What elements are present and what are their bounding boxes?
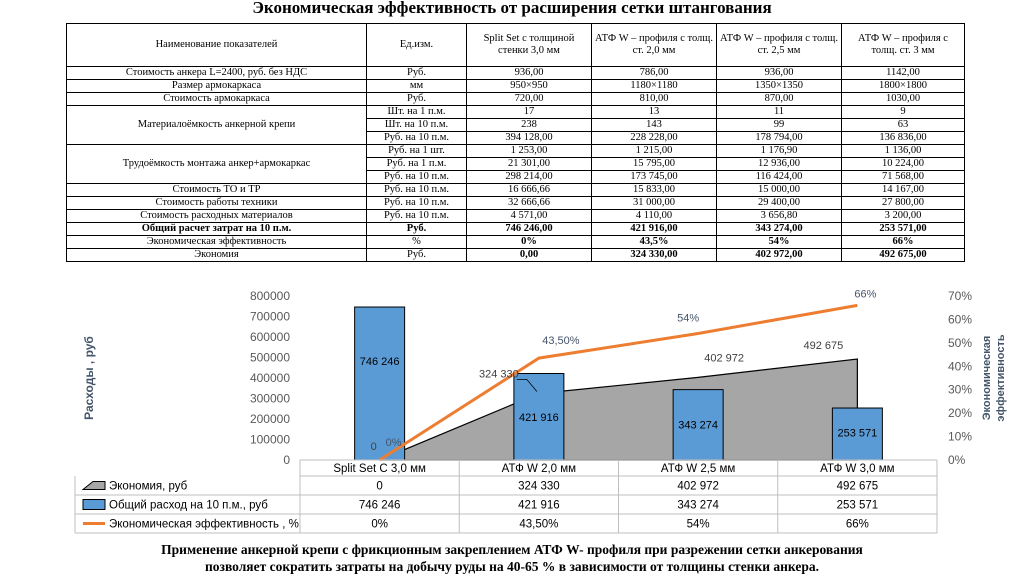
value-cell: 1350×1350	[717, 80, 842, 93]
value-cell: 116 424,00	[717, 171, 842, 184]
combo-chart	[0, 284, 1024, 540]
value-cell: 136 836,00	[842, 132, 965, 145]
value-cell: 1180×1180	[592, 80, 717, 93]
value-cell: 746 246,00	[467, 223, 592, 236]
value-cell: 950×950	[467, 80, 592, 93]
table-value: 746 246	[358, 499, 401, 512]
value-cell: 3 200,00	[842, 210, 965, 223]
x-tick-label: АТФ W 2,5 мм	[660, 463, 736, 475]
legend-label: Экономическая эффективность , %	[109, 518, 299, 531]
row-label: Общий расчет затрат на 10 п.м.	[67, 223, 367, 236]
table-header-cell: АТФ W – профиля с толщ. ст. 2,5 мм	[717, 24, 842, 67]
y-tick-label: 200000	[249, 412, 290, 426]
cost-table	[66, 23, 965, 262]
table-value: 54%	[686, 518, 710, 531]
footer-note	[0, 541, 1024, 575]
y2-tick-label: 50%	[948, 335, 973, 350]
value-cell: 253 571,00	[842, 223, 965, 236]
value-cell: 394 128,00	[467, 132, 592, 145]
table-header-cell: АТФ W – профиля с толщ. ст. 2,0 мм	[592, 24, 717, 67]
row-label: Экономическая эффективность	[67, 236, 367, 249]
table-row	[67, 223, 965, 236]
unit-cell: Руб.	[367, 93, 467, 106]
value-cell: 870,00	[717, 93, 842, 106]
table-value: 0%	[371, 518, 388, 531]
y2-tick-label: 0%	[948, 453, 966, 467]
x-tick-label: Split Set С 3,0 мм	[333, 463, 426, 475]
value-cell: 15 000,00	[717, 184, 842, 197]
value-cell: 4 110,00	[592, 210, 717, 223]
y-tick-label: 300000	[249, 391, 290, 406]
value-cell: 1 176,90	[717, 145, 842, 158]
table-header-cell: АТФ W – профиля с толщ. ст. 3 мм	[842, 24, 965, 67]
y2-tick-label: 40%	[948, 359, 973, 374]
x-tick-label: АТФ W 3,0 мм	[820, 463, 895, 475]
legend-swatch-bar	[83, 500, 105, 510]
table-value: 402 972	[677, 480, 719, 493]
y2-tick-label: 30%	[948, 382, 973, 397]
value-cell: 99	[717, 119, 842, 132]
value-cell: 1 215,00	[592, 145, 717, 158]
table-value: 324 330	[518, 480, 560, 493]
area-data-label: 324 330	[478, 368, 519, 381]
value-cell: 238	[467, 119, 592, 132]
value-cell: 1 253,00	[467, 145, 592, 158]
table-row	[67, 93, 965, 106]
y-tick-label: 500000	[249, 350, 290, 365]
x-tick-label: АТФ W 2,0 мм	[501, 463, 577, 475]
row-label: Стоимость ТО и ТР	[67, 184, 367, 197]
y-tick-label: 800000	[249, 289, 290, 303]
bar-data-label: 746 246	[359, 356, 400, 369]
bar-data-label: 421 916	[518, 412, 559, 425]
value-cell: 11	[717, 106, 842, 119]
table-value: 421 916	[518, 499, 560, 512]
value-cell: 492 675,00	[842, 249, 965, 262]
unit-cell: Руб. на 1 п.м.	[367, 158, 467, 171]
unit-cell: Руб.	[367, 67, 467, 80]
value-cell: 66%	[842, 236, 965, 249]
value-cell: 14 167,00	[842, 184, 965, 197]
page-title: Экономическая эффективность от расширения сетки штангования	[252, 0, 772, 17]
unit-cell: Руб. на 10 п.м.	[367, 197, 467, 210]
unit-cell: Руб. на 10 п.м.	[367, 171, 467, 184]
unit-cell: Руб. на 1 шт.	[367, 145, 467, 158]
value-cell: 63	[842, 119, 965, 132]
value-cell: 71 568,00	[842, 171, 965, 184]
unit-cell: Руб.	[367, 249, 467, 262]
table-value: 43,50%	[519, 518, 559, 531]
unit-cell: Шт. на 10 п.м.	[367, 119, 467, 132]
table-value: 0	[376, 480, 383, 493]
row-label: Стоимость работы техники	[67, 197, 367, 210]
value-cell: 32 666,66	[467, 197, 592, 210]
row-label: Стоимость расходных материалов	[67, 210, 367, 223]
unit-cell: Руб. на 10 п.м.	[367, 210, 467, 223]
y2-axis-title-line2: эффективность	[995, 334, 1007, 422]
table-row	[67, 106, 965, 119]
value-cell: 43,5%	[592, 236, 717, 249]
table-row	[67, 67, 965, 80]
table-header-row	[67, 24, 965, 67]
y-tick-label: 600000	[249, 330, 290, 344]
value-cell: 54%	[717, 236, 842, 249]
row-label: Материалоёмкость анкерной крепи	[67, 106, 367, 145]
line-data-label: 43,50%	[542, 335, 580, 348]
row-label: Стоимость армокаркаса	[67, 93, 367, 106]
value-cell: 15 833,00	[592, 184, 717, 197]
table-row	[67, 197, 965, 210]
value-cell: 402 972,00	[717, 249, 842, 262]
y-tick-label: 400000	[249, 371, 290, 385]
table-value: 343 274	[677, 499, 719, 512]
value-cell: 29 400,00	[717, 197, 842, 210]
value-cell: 10 224,00	[842, 158, 965, 171]
value-cell: 17	[467, 106, 592, 119]
unit-cell: %	[367, 236, 467, 249]
value-cell: 298 214,00	[467, 171, 592, 184]
table-row	[67, 249, 965, 262]
y2-tick-label: 70%	[948, 289, 973, 303]
table-header-cell: Наименование показателей	[67, 24, 367, 67]
value-cell: 1800×1800	[842, 80, 965, 93]
value-cell: 3 656,80	[717, 210, 842, 223]
row-label: Размер армокаркаса	[67, 80, 367, 93]
value-cell: 228 228,00	[592, 132, 717, 145]
row-label: Экономия	[67, 249, 367, 262]
y-tick-label: 100000	[249, 432, 290, 447]
table-value: 492 675	[836, 480, 879, 493]
legend-label: Экономия, руб	[109, 480, 188, 493]
row-label: Трудоёмкость монтажа анкер+армокаркас	[67, 145, 367, 184]
value-cell: 143	[592, 119, 717, 132]
table-row	[67, 236, 965, 249]
unit-cell: Руб. на 10 п.м.	[367, 132, 467, 145]
value-cell: 0%	[467, 236, 592, 249]
value-cell: 178 794,00	[717, 132, 842, 145]
value-cell: 9	[842, 106, 965, 119]
table-value: 253 571	[836, 499, 879, 512]
y2-axis-title-line1: Экономическая	[981, 335, 993, 421]
unit-cell: мм	[367, 80, 467, 93]
line-data-label: 54%	[677, 312, 700, 325]
value-cell: 15 795,00	[592, 158, 717, 171]
value-cell: 343 274,00	[717, 223, 842, 236]
y-tick-label: 700000	[249, 309, 290, 324]
unit-cell: Шт. на 1 п.м.	[367, 106, 467, 119]
line-data-label: 66%	[854, 288, 877, 301]
value-cell: 421 916,00	[592, 223, 717, 236]
area-data-label: 492 675	[803, 340, 844, 353]
value-cell: 810,00	[592, 93, 717, 106]
value-cell: 324 330,00	[592, 249, 717, 262]
area-savings	[380, 359, 858, 460]
y-axis-title: Расходы , руб	[82, 336, 96, 420]
value-cell: 13	[592, 106, 717, 119]
footer-line-2: позволяет сократить затраты на добычу руды на 40-65 % в зависимости от толщины стенки анкера.	[205, 559, 819, 574]
value-cell: 936,00	[717, 67, 842, 80]
unit-cell: Руб. на 10 п.м.	[367, 184, 467, 197]
value-cell: 21 301,00	[467, 158, 592, 171]
value-cell: 0,00	[467, 249, 592, 262]
footer-line-1: Применение анкерной крепи с фрикционным закреплением АТФ W- профиля при разрежении сетки анкерования	[161, 542, 863, 557]
y2-tick-label: 60%	[948, 312, 973, 327]
unit-cell: Руб.	[367, 223, 467, 236]
y2-tick-label: 10%	[948, 429, 973, 444]
value-cell: 1142,00	[842, 67, 965, 80]
row-label: Стоимость анкера L=2400, руб. без НДС	[67, 67, 367, 80]
value-cell: 4 571,00	[467, 210, 592, 223]
table-row	[67, 145, 965, 158]
value-cell: 173 745,00	[592, 171, 717, 184]
y-tick-label: 0	[283, 453, 290, 467]
value-cell: 786,00	[592, 67, 717, 80]
table-header-cell: Ед.изм.	[367, 24, 467, 67]
legend-label: Общий расход на 10 п.м., руб	[109, 499, 268, 512]
area-data-label: 402 972	[704, 352, 745, 365]
y2-tick-label: 20%	[948, 406, 973, 421]
bar-data-label: 343 274	[678, 419, 719, 432]
value-cell: 16 666,66	[467, 184, 592, 197]
value-cell: 31 000,00	[592, 197, 717, 210]
bar-data-label: 253 571	[837, 427, 878, 440]
value-cell: 27 800,00	[842, 197, 965, 210]
value-cell: 12 936,00	[717, 158, 842, 171]
table-value: 66%	[845, 518, 869, 531]
line-data-label: 0%	[385, 437, 402, 449]
table-row	[67, 184, 965, 197]
area-data-label: 0	[370, 441, 377, 453]
legend-swatch-area	[83, 482, 105, 490]
value-cell: 1 136,00	[842, 145, 965, 158]
table-header-cell: Split Set с толщиной стенки 3,0 мм	[467, 24, 592, 67]
table-row	[67, 210, 965, 223]
value-cell: 936,00	[467, 67, 592, 80]
value-cell: 1030,00	[842, 93, 965, 106]
value-cell: 720,00	[467, 93, 592, 106]
table-row	[67, 80, 965, 93]
